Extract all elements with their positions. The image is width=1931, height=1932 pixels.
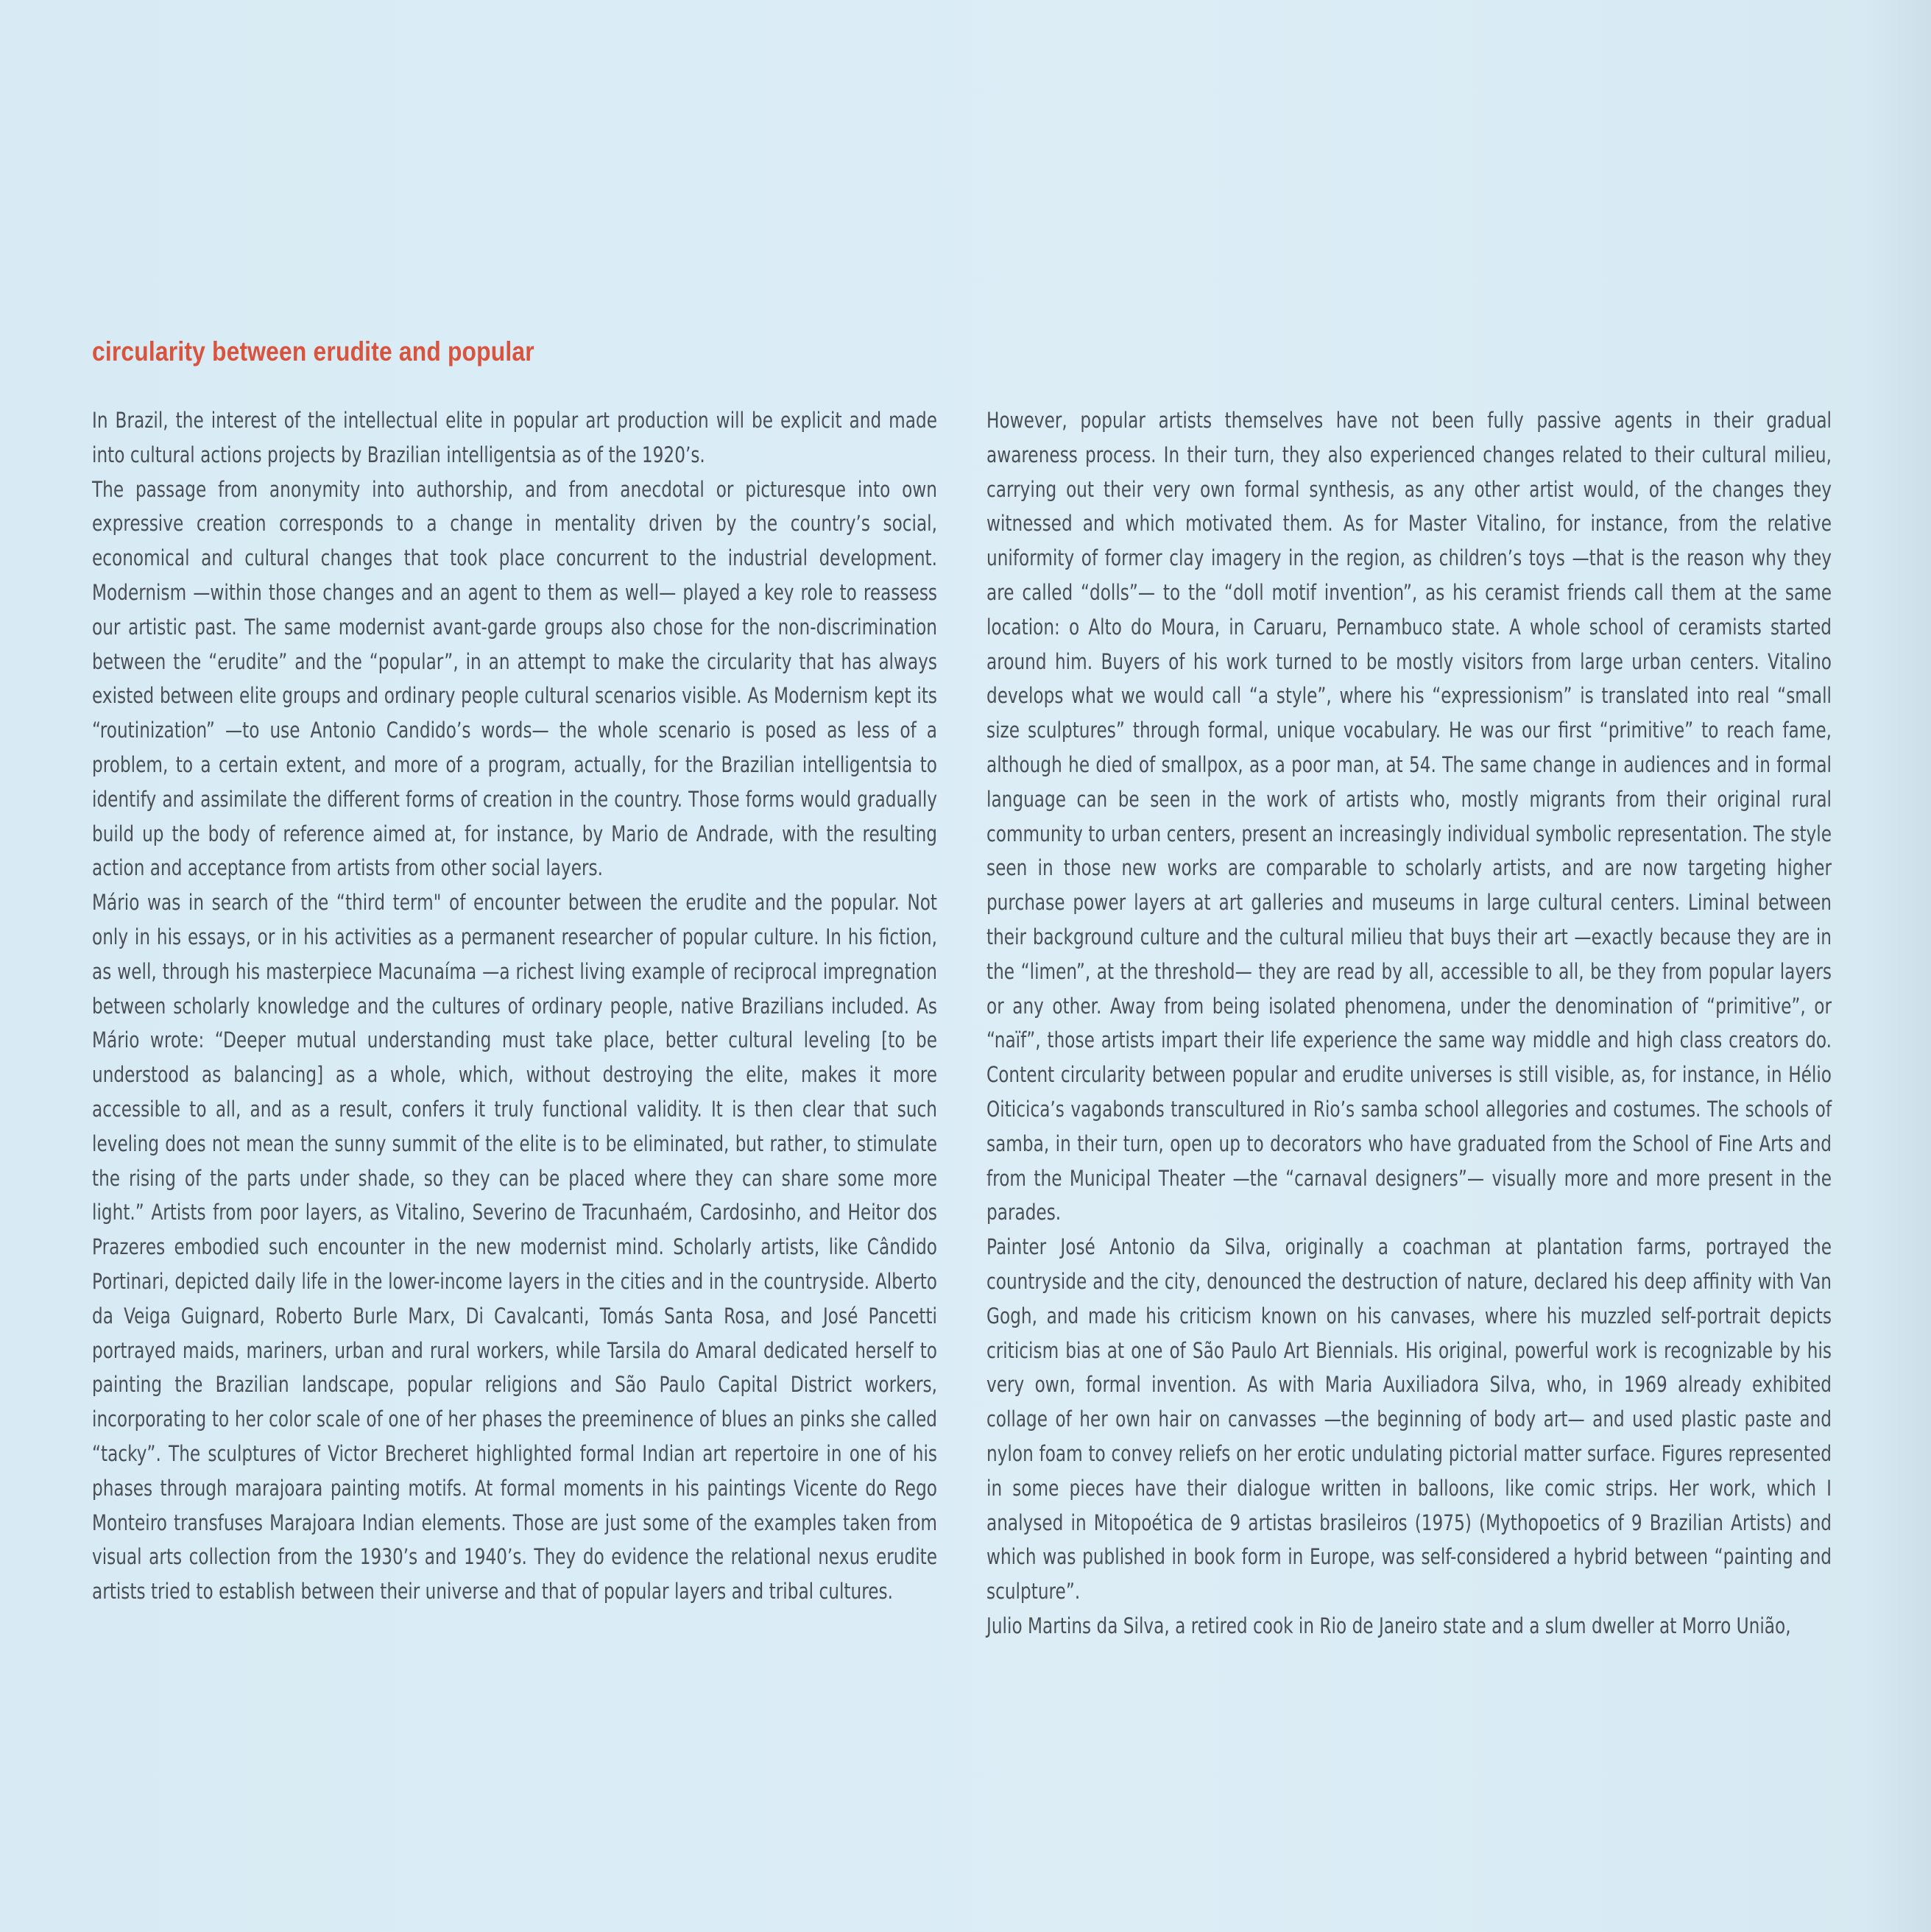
right-text-column [986, 403, 1832, 1643]
left-column-body [92, 403, 937, 1609]
paragraph: Julio Martins da Silva, a retired cook in Rio de Janeiro state and a slum dweller at Morro União, [986, 1613, 1791, 1638]
paragraph: Mário was in search of the “third term" of encounter between the erudite and the popular. Not only in his essays, or in his activities as a permanent researcher of popular culture. In his fiction, as well, through his masterpiece Macunaíma —a richest living example of reciprocal impregnation between scholarly knowledge and the cultures of ordinary people, native Brazilians included. As Mário wrote: “Deeper mutual understanding must take place, better cultural leveling [to be understood as balancing] as a whole, which, without destroying the elite, makes it more accessible to all, and as a result, confers it truly functional validity. It is then clear that such leveling does not mean the sunny summit of the elite is to be eliminated, but rather, to stimulate the rising of the parts under shade, so they can be placed where they can share some more light.” Artists from poor layers, as Vitalino, Severino de Tracunhaém, Cardosinho, and Heitor dos Prazeres embodied such encounter in the new modernist mind. Scholarly artists, like Cândido Portinari, depicted daily life in the lower-income layers in the cities and in the countryside. Alberto da Veiga Guignard, Roberto Burle Marx, Di Cavalcanti, Tomás Santa Rosa, and José Pancetti portrayed maids, mariners, urban and rural workers, while Tarsila do Amaral dedicated herself to painting the Brazilian landscape, popular religions and São Paulo Capital District workers, incorporating to her color scale of one of her phases the preeminence of blues an pinks she called “tacky”. The sculptures of Victor Brecheret highlighted formal Indian art repertoire in one of his phases through marajoara painting motifs. At formal moments in his paintings Vicente do Rego Monteiro transfuses Marajoara Indian elements. Those are just some of the examples taken from visual arts collection from the 1930’s and 1940’s. They do evidence the relational nexus erudite artists tried to establish between their universe and that of popular layers and tribal cultures. [92, 890, 937, 1604]
paragraph: In Brazil, the interest of the intellectual elite in popular art production will be explicit and made into cultural actions projects by Brazilian intelligentsia as of the 1920’s. [92, 408, 937, 467]
section-heading: circularity between erudite and popular [92, 336, 534, 367]
right-column-body [986, 403, 1832, 1643]
paragraph: However, popular artists themselves have not been fully passive agents in their gradual awareness process. In their turn, they also experienced changes related to their cultural milieu, carrying out their very own formal synthesis, as any other artist would, of the changes they witnessed and which motivated them. As for Master Vitalino, for instance, from the relative uniformity of former clay imagery in the region, as children’s toys —that is the reason why they are called “dolls”— to the “doll motif invention”, as his ceramist friends call them at the same location: o Alto do Moura, in Caruaru, Pernambuco state. A whole school of ceramists started around him. Buyers of his work turned to be mostly visitors from large urban centers. Vitalino develops what we would call “a style”, where his “expressionism” is translated into real “small size sculptures” through formal, unique vocabulary. He was our first “primitive” to reach fame, although he died of smallpox, as a poor man, at 54. The same change in audiences and in formal language can be seen in the work of artists who, mostly migrants from their original rural community to urban centers, present an increasingly individual symbolic representation. The style seen in those new works are comparable to scholarly artists, and are now targeting higher purchase power layers at art galleries and museums in large cultural centers. Liminal between their background culture and the cultural milieu that buys their art —exactly because they are in the “limen”, at the threshold— they are read by all, accessible to all, be they from popular layers or any other. Away from being isolated phenomena, under the denomination of “primitive”, or “naïf”, those artists impart their life experience the same way middle and high class creators do. Content circularity between popular and erudite universes is still visible, as, for instance, in Hélio Oiticica’s vagabonds transcultured in Rio’s samba school allegories and costumes. The schools of samba, in their turn, open up to decorators who have graduated from the School of Fine Arts and from the Municipal Theater —the “carnaval designers”— visually more and more present in the parades. [986, 408, 1832, 1225]
paragraph: Painter José Antonio da Silva, originally a coachman at plantation farms, portrayed the countryside and the city, denounced the destruction of nature, declared his deep affinity with Van Gogh, and made his criticism known on his canvases, where his muzzled self-portrait depicts criticism bias at one of São Paulo Art Biennials. His original, powerful work is recognizable by his very own, formal invention. As with Maria Auxiliadora Silva, who, in 1969 already exhibited collage of her own hair on canvasses —the beginning of body art— and used plastic paste and nylon foam to convey reliefs on her erotic undulating pictorial matter surface. Figures represented in some pieces have their dialogue written in balloons, like comic strips. Her work, which I analysed in Mitopoética de 9 artistas brasileiros (1975) (Mythopoetics of 9 Brazilian Artists) and which was published in book form in Europe, was self-considered a hybrid between “painting and sculpture”. [986, 1234, 1832, 1604]
page-edge-shadow [1865, 0, 1931, 1932]
paragraph: The passage from anonymity into authorship, and from anecdotal or picturesque into own expressive creation corresponds to a change in mentality driven by the country’s social, economical and cultural changes that took place concurrent to the industrial development. Modernism —within those changes and an agent to them as well— played a key role to reassess our artistic past. The same modernist avant-garde groups also chose for the non-discrimination between the “erudite” and the “popular”, in an attempt to make the circularity that has always existed between elite groups and ordinary people cultural scenarios visible. As Modernism kept its “routinization” —to use Antonio Candido’s words— the whole scenario is posed as less of a problem, to a certain extent, and more of a program, actually, for the Brazilian intelligentsia to identify and assimilate the different forms of creation in the country. Those forms would gradually build up the body of reference aimed at, for instance, by Mario de Andrade, with the resulting action and acceptance from artists from other social layers. [92, 476, 937, 881]
left-text-column [92, 403, 937, 1609]
